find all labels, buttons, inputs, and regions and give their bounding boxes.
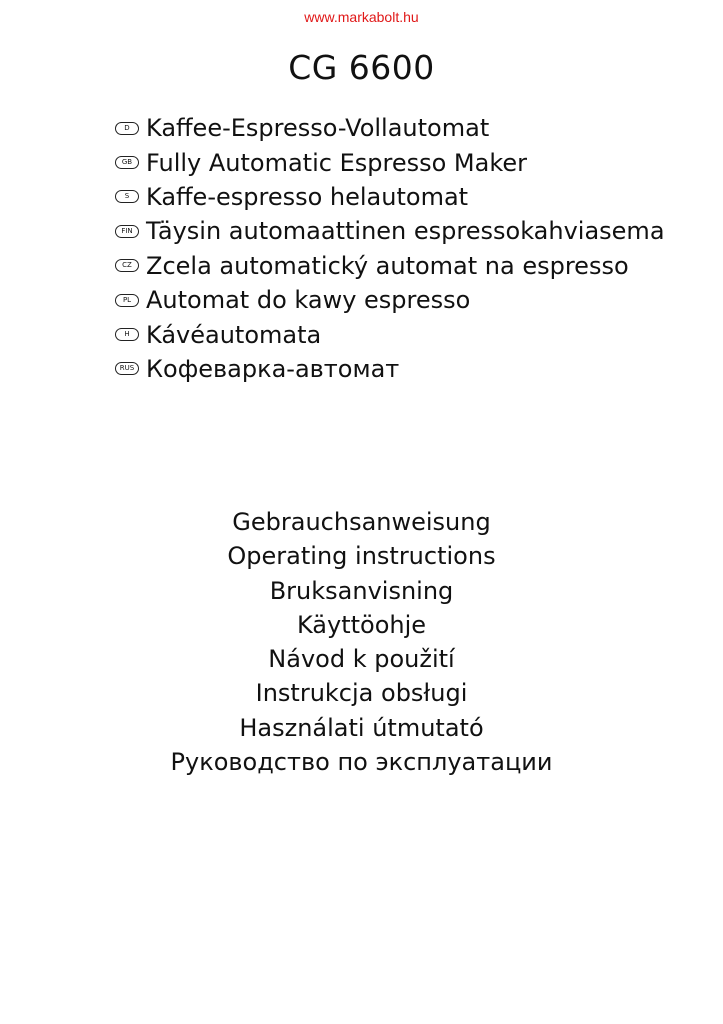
country-code-badge-icon: FIN — [115, 225, 139, 238]
country-code-badge-icon: PL — [115, 294, 139, 307]
manual-title-fin: Käyttöohje — [296, 610, 427, 639]
manual-title-pl: Instrukcja obsługi — [255, 679, 468, 708]
product-title-text: Automat do kawy espresso — [146, 286, 471, 315]
product-title-h — [115, 317, 665, 351]
website-link[interactable]: www.markabolt.hu — [304, 9, 419, 25]
product-title-pl — [115, 283, 665, 317]
manual-title-rus: Руководство по эксплуатации — [170, 748, 553, 777]
model-title: CG 6600 — [288, 48, 435, 87]
product-title-rus — [115, 352, 665, 386]
country-code-badge-icon: H — [115, 328, 139, 341]
manual-title-de: Gebrauchsanweisung — [232, 508, 491, 536]
country-code-badge-icon: CZ — [115, 259, 139, 272]
product-title-text: Täysin automaattinen espressokahviasema — [146, 217, 665, 246]
manual-title-s: Bruksanvisning — [269, 576, 454, 605]
manual-title-gb: Operating instructions — [227, 542, 496, 571]
product-title-gb — [115, 145, 665, 179]
product-title-list — [115, 111, 665, 386]
country-code-badge-icon: GB — [115, 156, 139, 169]
product-title-text: Kaffe-espresso helautomat — [146, 182, 469, 211]
product-title-cz — [115, 249, 665, 283]
product-title-de — [115, 111, 665, 145]
product-title-text: Кофеварка-автомат — [146, 354, 400, 383]
product-title-text: Kaffee-Espresso-Vollautomat — [146, 114, 490, 143]
product-title-text: Zcela automatický automat na espresso — [146, 251, 629, 280]
product-title-fin — [115, 214, 665, 248]
country-code-badge-icon: S — [115, 190, 139, 203]
manual-title-list — [0, 505, 723, 779]
country-code-badge-icon: D — [115, 122, 139, 135]
product-title-text: Kávéautomata — [146, 320, 322, 349]
country-code-badge-icon: RUS — [115, 362, 139, 375]
product-title-s — [115, 180, 665, 214]
manual-title-h: Használati útmutató — [239, 713, 484, 742]
product-title-text: Fully Automatic Espresso Maker — [146, 148, 527, 177]
manual-title-cz: Návod k použití — [268, 645, 455, 674]
